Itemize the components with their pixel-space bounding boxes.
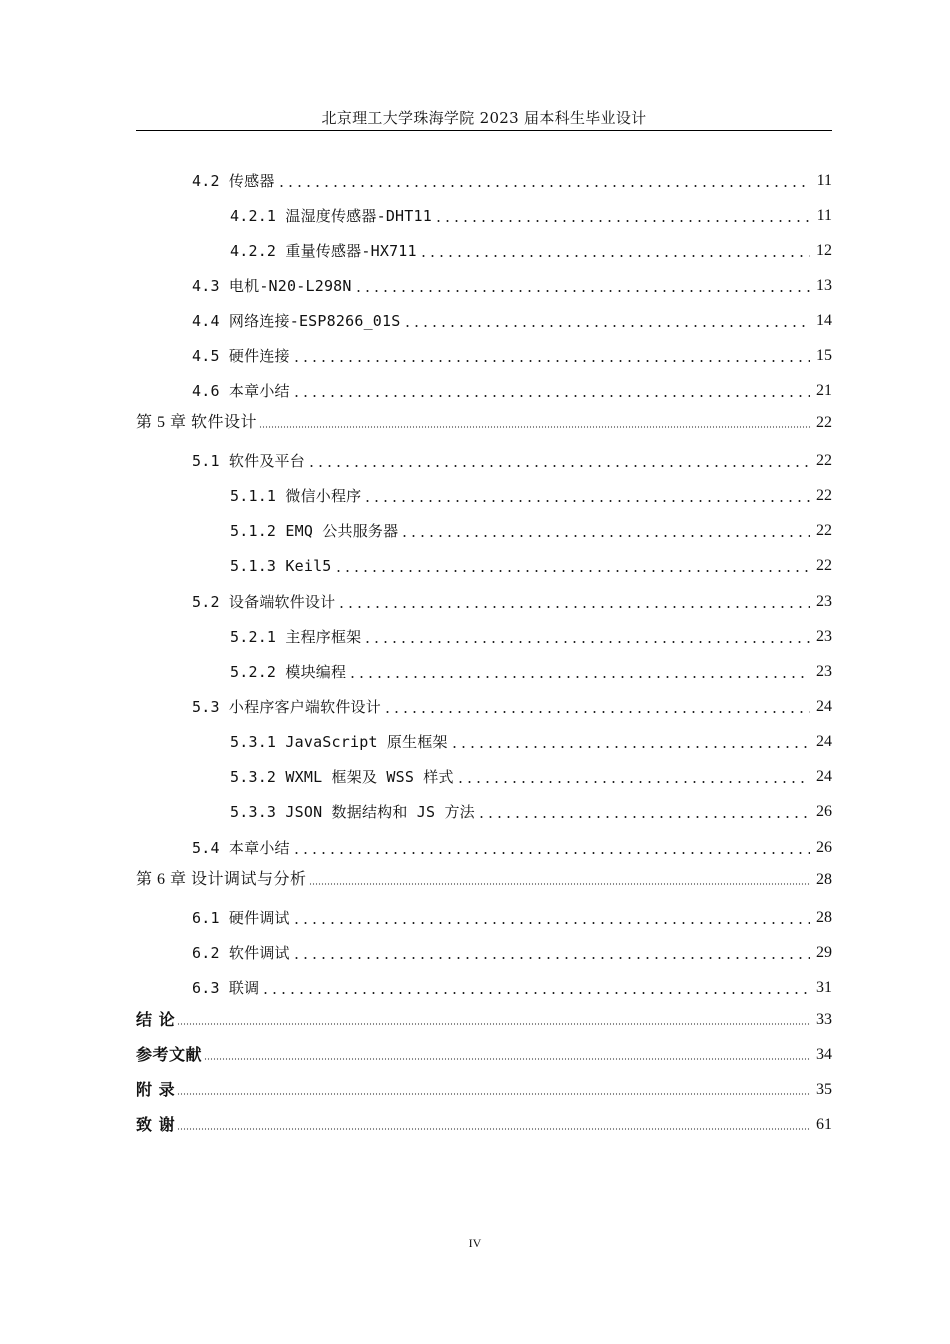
toc-entry-label: 4.6 本章小结: [192, 382, 290, 400]
toc-entry-page: 21: [816, 382, 832, 399]
toc-dot-leader: [354, 290, 810, 292]
toc-entry[interactable]: [230, 518, 832, 542]
toc-entry[interactable]: [136, 410, 832, 434]
toc-dot-leader: [177, 1093, 810, 1095]
toc-entry[interactable]: [192, 940, 832, 964]
toc-entry-page: 14: [816, 312, 832, 329]
toc-entry-page: 61: [816, 1116, 832, 1133]
toc-entry-page: 12: [816, 242, 832, 259]
toc-dot-leader: [292, 360, 810, 362]
toc-entry-label: 附 录: [136, 1080, 176, 1099]
toc-entry[interactable]: [230, 659, 832, 683]
toc-entry-page: 26: [816, 839, 832, 856]
toc-entry-label: 5.2.1 主程序框架: [230, 628, 362, 646]
toc-entry-label: 4.4 网络连接-ESP8266_01S: [192, 312, 401, 330]
toc-dot-leader: [292, 852, 810, 854]
toc-dot-leader: [456, 781, 810, 783]
toc-entry-page: 22: [816, 452, 832, 469]
toc-entry-page: 26: [816, 803, 832, 820]
toc-entry-page: 22: [816, 557, 832, 574]
toc-entry[interactable]: [230, 203, 832, 227]
toc-entry[interactable]: [136, 1007, 832, 1031]
toc-entry-page: 13: [816, 277, 832, 294]
toc-entry-label: 5.3.1 JavaScript 原生框架: [230, 733, 448, 751]
toc-entry[interactable]: [230, 238, 832, 262]
toc-dot-leader: [309, 883, 810, 885]
toc-dot-leader: [383, 711, 810, 713]
toc-entry[interactable]: [192, 694, 832, 718]
toc-entry-label: 4.3 电机-N20-L298N: [192, 277, 352, 295]
toc-entry[interactable]: [136, 1112, 832, 1136]
toc-dot-leader: [363, 500, 810, 502]
toc-entry-label: 6.3 联调: [192, 979, 260, 997]
toc-entry[interactable]: [192, 273, 832, 297]
toc-entry-label: 5.3.2 WXML 框架及 WSS 样式: [230, 768, 454, 786]
toc-entry-page: 22: [816, 487, 832, 504]
toc-entry-label: 5.4 本章小结: [192, 839, 290, 857]
toc-entry-page: 22: [816, 522, 832, 539]
toc-entry-page: 15: [816, 347, 832, 364]
toc-entry-label: 5.1.3 Keil5: [230, 557, 332, 575]
toc-dot-leader: [277, 185, 810, 187]
toc-entry[interactable]: [192, 448, 832, 472]
toc-dot-leader: [204, 1058, 810, 1060]
toc-entry-label: 5.1.1 微信小程序: [230, 487, 362, 505]
toc-entry-label: 6.2 软件调试: [192, 944, 290, 962]
toc-entry-page: 28: [816, 909, 832, 926]
toc-entry-label: 参考文献: [136, 1045, 203, 1064]
toc-entry[interactable]: [192, 343, 832, 367]
toc-entry[interactable]: [230, 624, 832, 648]
toc-dot-leader: [337, 606, 810, 608]
toc-entry-label: 结 论: [136, 1010, 176, 1029]
toc-entry-page: 28: [816, 871, 832, 888]
toc-dot-leader: [292, 395, 810, 397]
toc-entry[interactable]: [230, 729, 832, 753]
toc-dot-leader: [419, 255, 810, 257]
toc-entry-label: 5.3.3 JSON 数据结构和 JS 方法: [230, 803, 475, 821]
toc-dot-leader: [363, 641, 810, 643]
toc-entry[interactable]: [192, 975, 832, 999]
toc-entry-label: 4.2.2 重量传感器-HX711: [230, 242, 417, 260]
toc-entry[interactable]: [230, 799, 832, 823]
toc-entry[interactable]: [136, 867, 832, 891]
toc-entry[interactable]: [136, 1042, 832, 1066]
toc-entry-page: 23: [816, 628, 832, 645]
toc-dot-leader: [403, 325, 811, 327]
toc-entry[interactable]: [230, 764, 832, 788]
toc-dot-leader: [292, 957, 810, 959]
toc-entry[interactable]: [230, 553, 832, 577]
toc-entry[interactable]: [192, 168, 832, 192]
toc-entry-label: 第 5 章 软件设计: [136, 414, 258, 431]
toc-dot-leader: [259, 426, 810, 428]
toc-dot-leader: [292, 922, 810, 924]
toc-entry-page: 29: [816, 944, 832, 961]
toc-entry-label: 4.2 传感器: [192, 172, 275, 190]
toc-dot-leader: [261, 992, 810, 994]
toc-dot-leader: [434, 220, 810, 222]
toc-entry-label: 致 谢: [136, 1115, 176, 1134]
toc-entry-page: 24: [816, 698, 832, 715]
toc-dot-leader: [177, 1023, 810, 1025]
toc-entry-page: 23: [816, 593, 832, 610]
toc-entry-label: 5.2 设备端软件设计: [192, 593, 336, 611]
toc-dot-leader: [477, 816, 810, 818]
toc-entry[interactable]: [192, 378, 832, 402]
toc-entry-page: 23: [816, 663, 832, 680]
toc-entry-label: 6.1 硬件调试: [192, 909, 290, 927]
toc-entry-label: 4.5 硬件连接: [192, 347, 290, 365]
toc-dot-leader: [334, 570, 810, 572]
page-header: 北京理工大学珠海学院 2023 届本科生毕业设计: [321, 109, 647, 127]
toc-entry-page: 34: [816, 1046, 832, 1063]
page-number: IV: [468, 1236, 482, 1250]
toc-entry-label: 5.3 小程序客户端软件设计: [192, 698, 381, 716]
toc-entry-page: 22: [816, 414, 832, 431]
toc-entry-label: 5.1.2 EMQ 公共服务器: [230, 522, 399, 540]
toc-dot-leader: [400, 535, 810, 537]
toc-dot-leader: [307, 465, 810, 467]
toc-dot-leader: [450, 746, 810, 748]
toc-entry-page: 33: [816, 1011, 832, 1028]
toc-entry-label: 5.2.2 模块编程: [230, 663, 347, 681]
toc-entry-label: 5.1 软件及平台: [192, 452, 305, 470]
toc-entry-page: 11: [816, 207, 832, 224]
toc-entry[interactable]: [230, 483, 832, 507]
toc-entry-page: 11: [816, 172, 832, 189]
toc-entry[interactable]: [192, 589, 832, 613]
toc-entry-page: 24: [816, 733, 832, 750]
toc-entry-page: 31: [816, 979, 832, 996]
toc-entry[interactable]: [136, 1077, 832, 1101]
toc-entry[interactable]: [192, 308, 832, 332]
toc-entry-page: 24: [816, 768, 832, 785]
toc-entry[interactable]: [192, 905, 832, 929]
toc-dot-leader: [348, 676, 810, 678]
toc-entry-label: 4.2.1 温湿度传感器-DHT11: [230, 207, 432, 225]
toc-entry-label: 第 6 章 设计调试与分析: [136, 871, 307, 888]
toc-entry-page: 35: [816, 1081, 832, 1098]
toc-entry[interactable]: [192, 835, 832, 859]
toc-dot-leader: [177, 1128, 810, 1130]
